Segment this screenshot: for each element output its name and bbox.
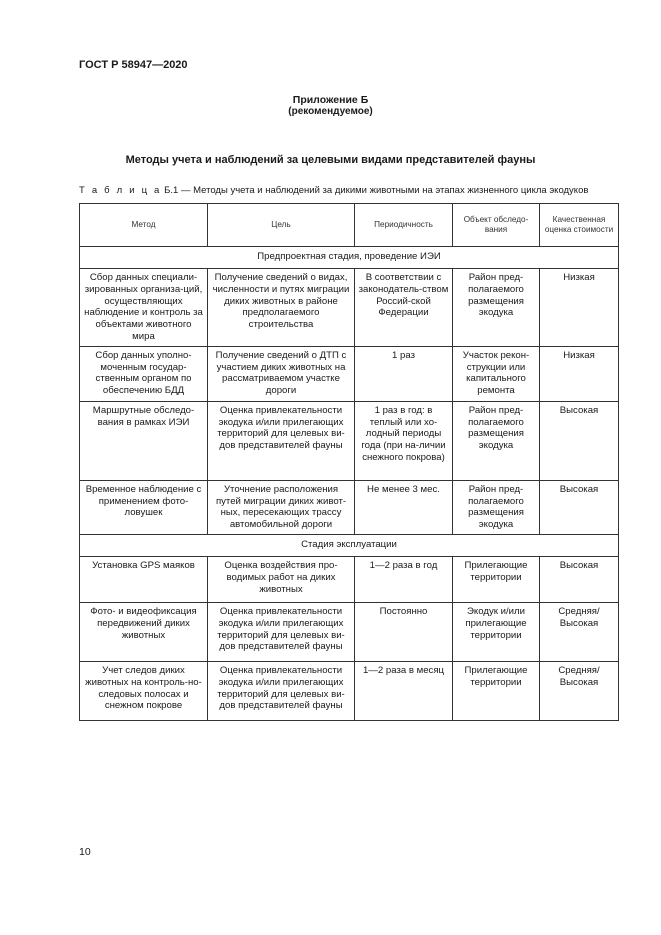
table-row [80,480,619,534]
cell-cost: Средняя/ Высокая [540,602,619,661]
cell-periodicity: Постоянно [355,602,453,661]
cell-object: Участок рекон-струкции или капитального ремонта [453,346,540,401]
cell-method: Сбор данных уполно-моченным государ-ственным органом по обеспечению БДД [80,346,208,401]
cell-goal: Оценка привлекательности экодука и/или прилегающих территорий для целевых ви-дов представителей фауны [208,401,355,480]
cell-method: Фото- и видеофиксация передвижений диких животных [80,602,208,661]
cell-periodicity: 1—2 раза в месяц [355,661,453,720]
stage-preproject: Предпроектная стадия, проведение ИЭИ [80,247,619,269]
header-goal: Цель [208,204,355,247]
table-row [80,401,619,480]
cell-cost: Высокая [540,556,619,602]
section-title: Методы учета и наблюдений за целевыми видами представителей фауны [125,154,536,166]
table-caption-prefix: Т а б л и ц а [79,185,162,196]
appendix-title: Приложение Б [292,94,369,106]
cell-cost: Низкая [540,346,619,401]
cell-goal: Оценка воздействия про-водимых работ на диких животных [208,556,355,602]
table-row [80,661,619,720]
cell-cost: Средняя/ Высокая [540,661,619,720]
cell-cost: Высокая [540,480,619,534]
cell-method: Учет следов диких животных на контроль-но-следовых полосах и снежном покрове [80,661,208,720]
cell-method: Временное наблюдение с применением фото-ловушек [80,480,208,534]
table-row [80,602,619,661]
cell-method: Установка GPS маяков [80,556,208,602]
cell-method: Сбор данных специали-зированных организа-ций, осуществляющих наблюдение и контроль за объектами животного мира [80,269,208,347]
header-cost: Качественная оценка стоимости [540,204,619,247]
header-periodicity: Периодичность [355,204,453,247]
table-row [80,556,619,602]
stage-row [80,247,619,269]
cell-periodicity: В соответствии с законодатель-ством Россий-ской Федерации [355,269,453,347]
cell-goal: Получение сведений о видах, численности и путях миграции диких животных в районе предполагаемого строительства [208,269,355,347]
cell-object: Район пред-полагаемого размещения экодука [453,480,540,534]
cell-cost: Низкая [540,269,619,347]
cell-goal: Получение сведений о ДТП с участием диких животных на рассматриваемом участке дороги [208,346,355,401]
cell-object: Район пред-полагаемого размещения экодука [453,401,540,480]
appendix-subtitle: (рекомендуемое) [288,106,373,117]
table-caption-text: Б.1 — Методы учета и наблюдений за дикими животными на этапах жизненного цикла экодуков [161,185,589,196]
table-row [80,346,619,401]
cell-periodicity: Не менее 3 мес. [355,480,453,534]
cell-cost: Высокая [540,401,619,480]
table-header-row [80,204,619,247]
cell-goal: Уточнение расположения путей миграции диких живот-ных, пересекающих трассу автомобильной дороги [208,480,355,534]
table-row [80,269,619,347]
cell-periodicity: 1—2 раза в год [355,556,453,602]
header-object: Объект обследо-вания [453,204,540,247]
cell-method: Маршрутные обследо-вания в рамках ИЭИ [80,401,208,480]
cell-periodicity: 1 раз в год: в теплый или хо-лодный периоды года (при на-личии снежного покрова) [355,401,453,480]
stage-row [80,534,619,556]
page-number: 10 [79,846,91,858]
table-caption [79,185,588,196]
cell-object: Экодук и/или прилегающие территории [453,602,540,661]
cell-object: Прилегающие территории [453,556,540,602]
stage-operation: Стадия эксплуатации [80,534,619,556]
cell-goal: Оценка привлекательности экодука и/или прилегающих территорий для целевых ви-дов представителей фауны [208,602,355,661]
cell-goal: Оценка привлекательности экодука и/или прилегающих территорий для целевых ви-дов представителей фауны [208,661,355,720]
cell-periodicity: 1 раз [355,346,453,401]
document-id: ГОСТ Р 58947—2020 [79,59,188,71]
methods-table [79,203,619,721]
cell-object: Прилегающие территории [453,661,540,720]
header-method: Метод [80,204,208,247]
cell-object: Район пред-полагаемого размещения экодука [453,269,540,347]
